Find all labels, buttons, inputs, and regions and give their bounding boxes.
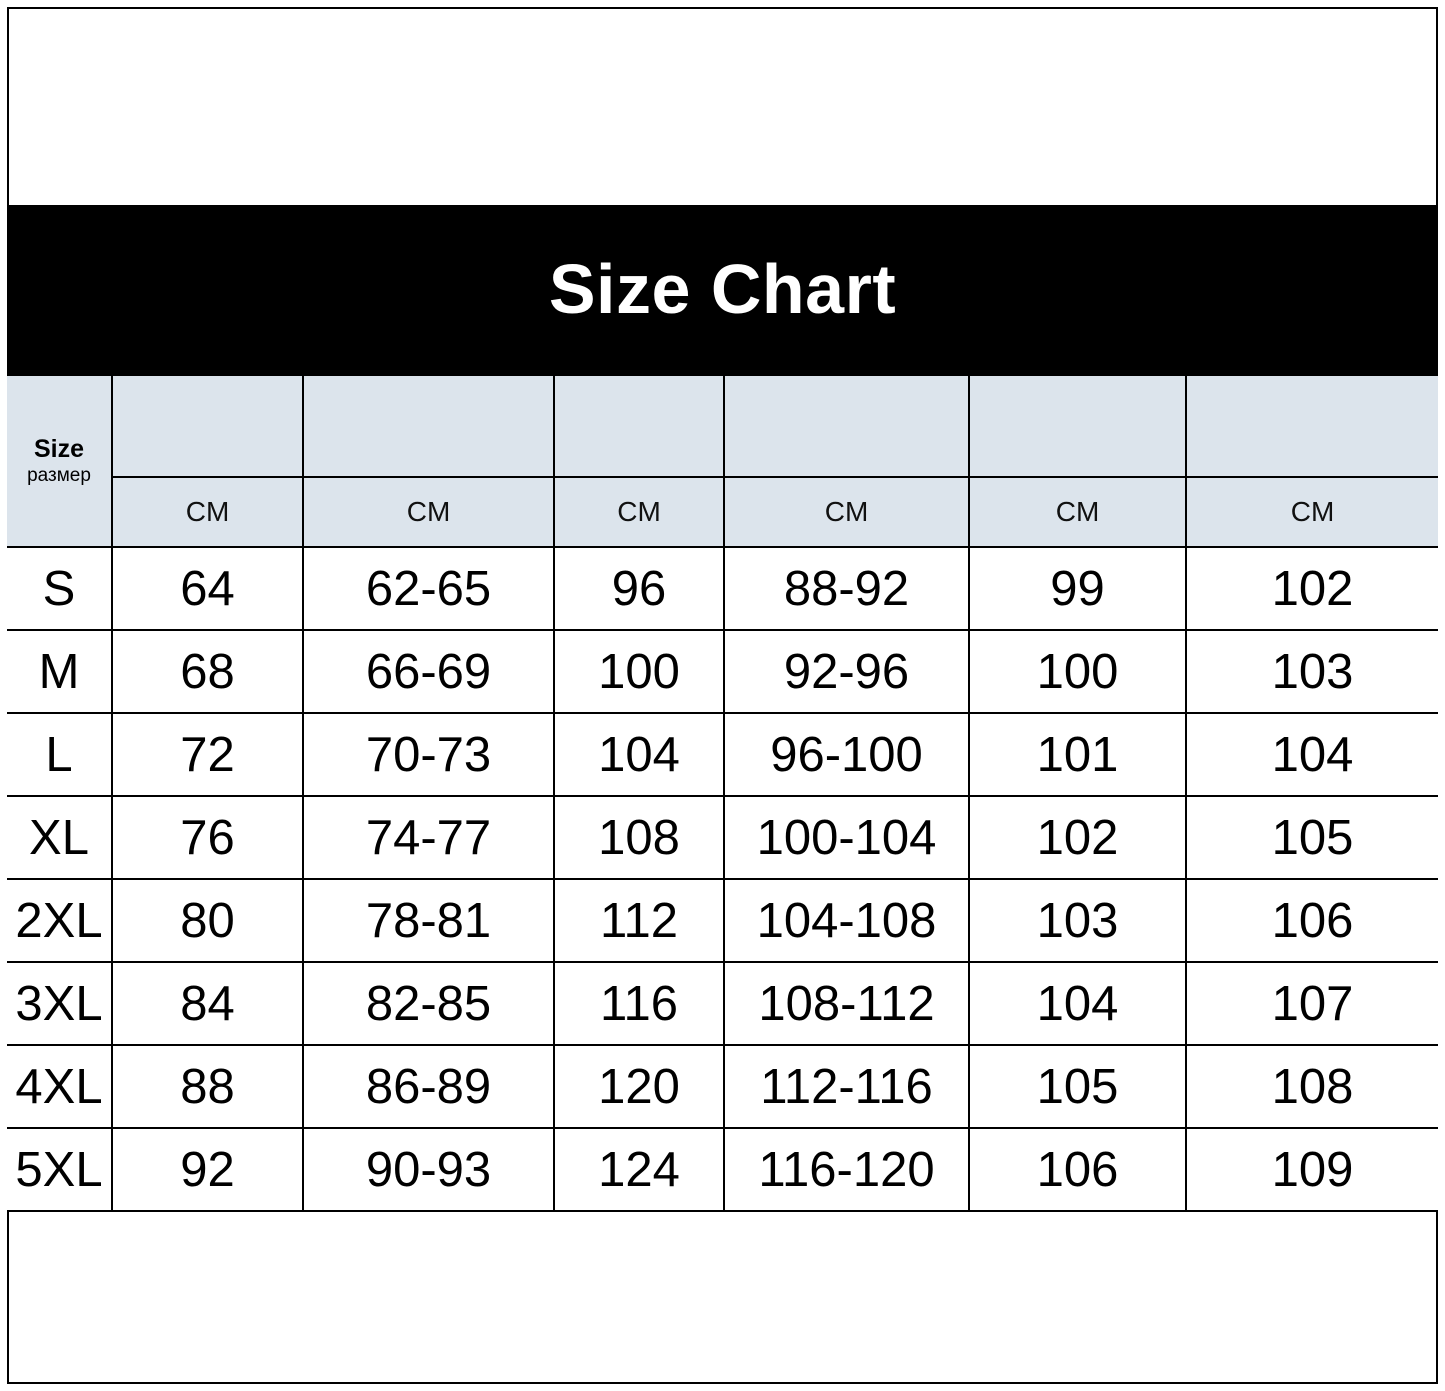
- unit-label: CM: [617, 496, 661, 527]
- table-cell: 78-81: [303, 879, 554, 962]
- table-cell: 88: [112, 1045, 303, 1128]
- unit-label: CM: [824, 496, 869, 527]
- unit-cell: [969, 477, 1186, 547]
- table-cell: 70-73: [303, 713, 554, 796]
- table-cell: 108: [554, 796, 724, 879]
- chart-title: Size Chart: [548, 249, 897, 328]
- table-cell: 104: [969, 962, 1186, 1045]
- table-cell: 80: [112, 879, 303, 962]
- size-table: [7, 376, 1438, 1212]
- table-cell: 76: [112, 796, 303, 879]
- table-cell: 106: [1186, 879, 1438, 962]
- column-header-blank: [969, 376, 1186, 477]
- table-cell: 66-69: [303, 630, 554, 713]
- table-cell: 102: [969, 796, 1186, 879]
- table-cell: 88-92: [724, 547, 969, 630]
- table-cell: 102: [1186, 547, 1438, 630]
- table-cell: 112: [554, 879, 724, 962]
- table-cell: 68: [112, 630, 303, 713]
- table-cell: 92-96: [724, 630, 969, 713]
- table-cell: 120: [554, 1045, 724, 1128]
- table-cell: 86-89: [303, 1045, 554, 1128]
- unit-cell: [303, 477, 554, 547]
- unit-label: CM: [1055, 496, 1100, 527]
- table-cell: 92: [112, 1128, 303, 1211]
- table-cell: 104: [1186, 713, 1438, 796]
- table-cell: 100: [554, 630, 724, 713]
- size-label-cell: S: [7, 547, 112, 630]
- unit-label: CM: [1290, 496, 1335, 527]
- table-cell: 103: [969, 879, 1186, 962]
- table-cell: 107: [1186, 962, 1438, 1045]
- size-label-cell: 4XL: [7, 1045, 112, 1128]
- table-row: [7, 1045, 1438, 1128]
- table-cell: 74-77: [303, 796, 554, 879]
- table-cell: 96-100: [724, 713, 969, 796]
- unit-cell: [554, 477, 724, 547]
- column-header-blank: [112, 376, 303, 477]
- table-cell: 62-65: [303, 547, 554, 630]
- unit-label: CM: [406, 496, 451, 527]
- table-row: [7, 879, 1438, 962]
- size-label-cell: 5XL: [7, 1128, 112, 1211]
- header-row-units: [7, 477, 1438, 547]
- size-header: Size: [33, 435, 85, 463]
- unit-cell: [724, 477, 969, 547]
- table-cell: 100: [969, 630, 1186, 713]
- size-label-cell: 2XL: [7, 879, 112, 962]
- table-cell: 124: [554, 1128, 724, 1211]
- table-row: [7, 713, 1438, 796]
- table-cell: 105: [1186, 796, 1438, 879]
- table-cell: 116: [554, 962, 724, 1045]
- title-band: [7, 205, 1438, 376]
- table-cell: 104-108: [724, 879, 969, 962]
- table-cell: 109: [1186, 1128, 1438, 1211]
- table-cell: 105: [969, 1045, 1186, 1128]
- header-row-top: [7, 376, 1438, 477]
- table-cell: 101: [969, 713, 1186, 796]
- table-row: [7, 796, 1438, 879]
- unit-cell: [1186, 477, 1438, 547]
- table-cell: 108-112: [724, 962, 969, 1045]
- size-label-cell: 3XL: [7, 962, 112, 1045]
- table-cell: 106: [969, 1128, 1186, 1211]
- table-cell: 108: [1186, 1045, 1438, 1128]
- table-row: [7, 1128, 1438, 1211]
- table-cell: 116-120: [724, 1128, 969, 1211]
- table-cell: 104: [554, 713, 724, 796]
- unit-label: CM: [185, 496, 230, 527]
- table-cell: 84: [112, 962, 303, 1045]
- size-header-ru: размер: [27, 465, 91, 486]
- table-cell: 100-104: [724, 796, 969, 879]
- table-cell: 90-93: [303, 1128, 554, 1211]
- column-header-blank: [554, 376, 724, 477]
- table-cell: 103: [1186, 630, 1438, 713]
- column-header-blank: [303, 376, 554, 477]
- unit-cell: [112, 477, 303, 547]
- table-cell: 64: [112, 547, 303, 630]
- table-cell: 72: [112, 713, 303, 796]
- table-cell: 112-116: [724, 1045, 969, 1128]
- table-cell: 99: [969, 547, 1186, 630]
- table-cell: 82-85: [303, 962, 554, 1045]
- column-header-blank: [1186, 376, 1438, 477]
- table-row: [7, 630, 1438, 713]
- size-label-cell: M: [7, 630, 112, 713]
- size-label-cell: XL: [7, 796, 112, 879]
- size-header-cell: [7, 376, 112, 547]
- table-row: [7, 547, 1438, 630]
- table-cell: 96: [554, 547, 724, 630]
- table-row: [7, 962, 1438, 1045]
- column-header-blank: [724, 376, 969, 477]
- size-label-cell: L: [7, 713, 112, 796]
